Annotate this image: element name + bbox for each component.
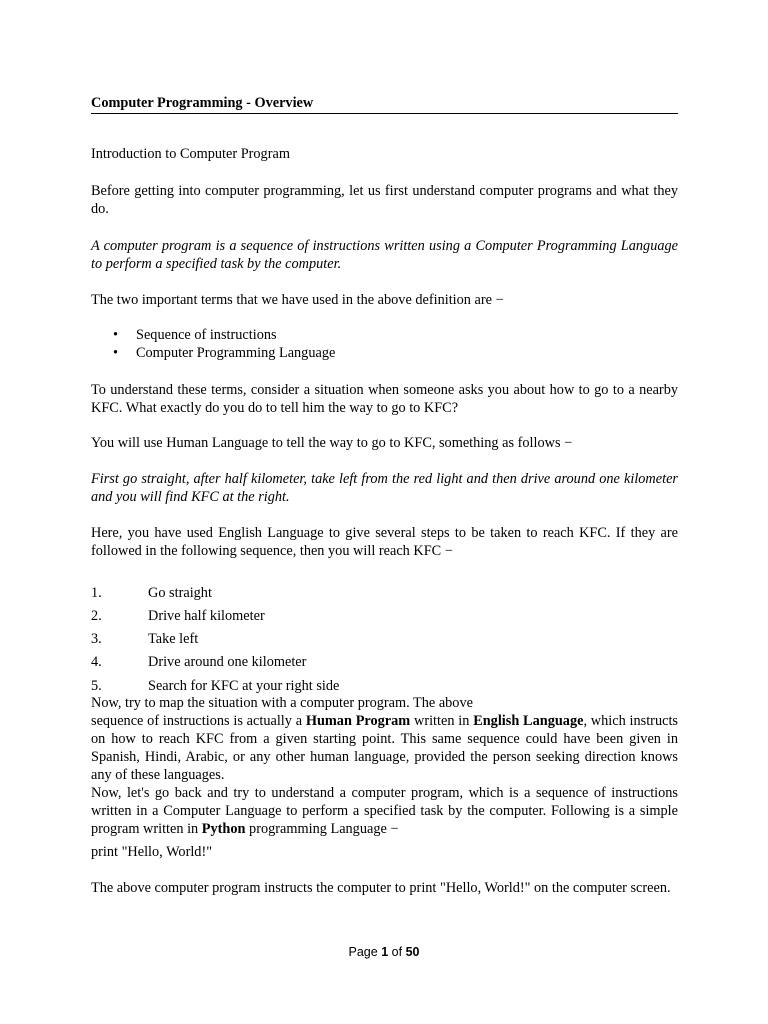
list-item: • Computer Programming Language bbox=[113, 345, 336, 361]
intro-title: Introduction to Computer Program bbox=[91, 146, 290, 162]
list-item: • Sequence of instructions bbox=[113, 327, 277, 343]
paragraph-3: The two important terms that we have used in the above definition are − bbox=[91, 292, 504, 308]
bullet-icon: • bbox=[113, 345, 119, 361]
list-item: 4. Drive around one kilometer bbox=[91, 654, 307, 670]
list-item: 1. Go straight bbox=[91, 585, 212, 601]
paragraph-9: sequence of instructions is actually a Human Program written in English Language, which instructs on how to reach KFC from a given starting point. This same sequence could have been given in Spanish, Hindi, Arabic, or any other human language, provided the person seeking direction knows any of these languages. bbox=[91, 713, 678, 783]
of-label: of bbox=[391, 945, 403, 959]
list-item: 2. Drive half kilometer bbox=[91, 608, 265, 624]
code-line: print "Hello, World!" bbox=[91, 844, 213, 860]
page-footer bbox=[0, 943, 768, 961]
bullet-list bbox=[91, 326, 335, 362]
list-item: 3. Take left bbox=[91, 631, 199, 647]
paragraph-7: Here, you have used English Language to give several steps to be taken to reach KFC. If they are followed in the following sequence, then you will reach KFC − bbox=[91, 525, 678, 559]
definition-paragraph: A computer program is a sequence of instructions written using a Computer Programming Language to perform a specified task by the computer. bbox=[91, 238, 678, 272]
list-item: 5. Search for KFC at your right side bbox=[91, 678, 340, 694]
paragraph-11: The above computer program instructs the computer to print "Hello, World!" on the computer screen. bbox=[91, 880, 671, 896]
page-label: Page bbox=[348, 945, 378, 959]
english-language-term: English Language bbox=[473, 713, 584, 729]
directions-paragraph: First go straight, after half kilometer, take left from the red light and then drive around one kilometer and you will find KFC at the right. bbox=[91, 471, 678, 505]
paragraph-10: Now, let's go back and try to understand a computer program, which is a sequence of instructions written in a Computer Language to perform a specified task by the computer. Following is a simple program written in Python programming Language − bbox=[91, 785, 678, 837]
page-title: Computer Programming - Overview bbox=[91, 94, 678, 114]
python-term: Python bbox=[201, 821, 246, 837]
total-pages-number: 50 bbox=[405, 945, 420, 959]
bullet-icon: • bbox=[113, 327, 119, 343]
current-page-number: 1 bbox=[381, 945, 389, 959]
paragraph-1: Before getting into computer programming, let us first understand computer programs and what they do. bbox=[91, 183, 678, 217]
human-program-term: Human Program bbox=[305, 713, 411, 729]
paragraph-5: You will use Human Language to tell the way to go to KFC, something as follows − bbox=[91, 435, 573, 451]
paragraph-8: Now, try to map the situation with a computer program. The above bbox=[91, 695, 473, 711]
paragraph-4: To understand these terms, consider a situation when someone asks you about how to go to a nearby KFC. What exactly do you do to tell him the way to go to KFC? bbox=[91, 382, 678, 416]
